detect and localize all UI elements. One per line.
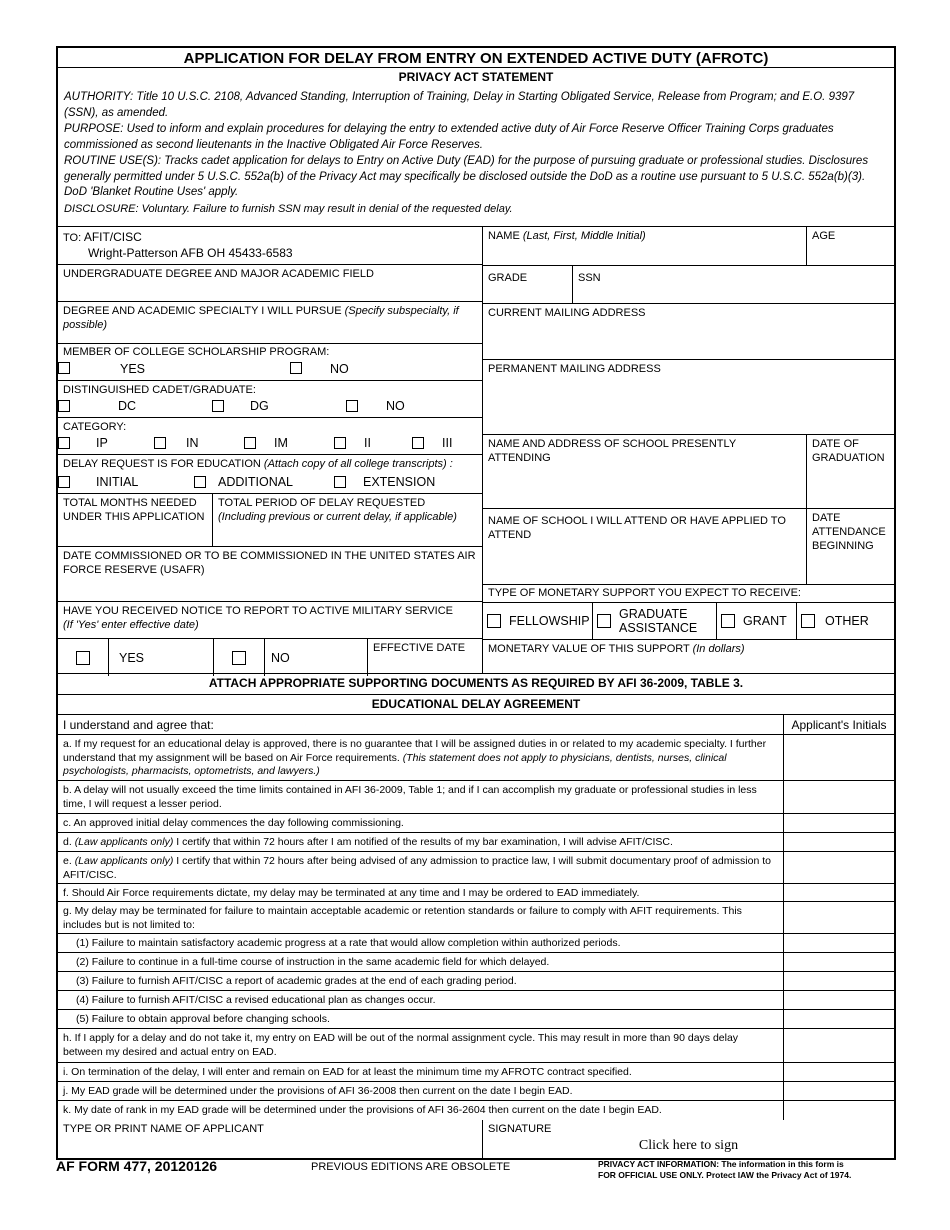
agreement-row-f — [58, 884, 894, 902]
agreement-intro: I understand and agree that: — [58, 715, 784, 734]
initials-g3[interactable] — [784, 972, 894, 990]
agreement-a-text — [58, 735, 784, 780]
to-line2: Wright-Patterson AFB OH 45433-6583 — [88, 245, 293, 260]
notice-yes-checkbox[interactable] — [76, 651, 90, 665]
date-attendance-field[interactable] — [807, 509, 894, 584]
notice-yes-box — [58, 639, 109, 676]
delay-education-hint: (Attach copy of all college transcripts) : — [263, 458, 453, 470]
monetary-type-label: TYPE OF MONETARY SUPPORT YOU EXPECT TO RECEIVE: — [483, 585, 894, 603]
privacy-text — [58, 86, 894, 221]
af-form-477 — [56, 46, 896, 1160]
degree-pursue-hint: (Specify subspecialty, if possible) — [63, 305, 459, 331]
category-in-label: IN — [186, 436, 199, 450]
initials-i[interactable] — [784, 1063, 894, 1081]
degree-pursue-field[interactable] — [58, 302, 482, 344]
monetary-type-options — [483, 603, 894, 640]
to-field[interactable] — [58, 227, 482, 265]
initials-h[interactable] — [784, 1029, 894, 1062]
category-iii-checkbox[interactable] — [412, 437, 424, 449]
initials-j[interactable] — [784, 1082, 894, 1100]
agreement-row-g3 — [58, 972, 894, 991]
school-attend-label: NAME OF SCHOOL I WILL ATTEND OR HAVE APPLIED TO ATTEND — [488, 515, 786, 541]
delay-education-label-row — [58, 455, 482, 474]
notice-options-row — [58, 639, 482, 676]
support-other-label: OTHER — [825, 614, 869, 628]
signature-field[interactable] — [483, 1120, 894, 1158]
category-im-label: IM — [274, 436, 288, 450]
agreement-g1: (1) Failure to maintain satisfactory academic progress at a rate that would allow completion within authorized periods. — [58, 934, 784, 952]
support-grant-label: GRANT — [743, 614, 787, 628]
undergrad-label: UNDERGRADUATE DEGREE AND MAJOR ACADEMIC FIELD — [63, 268, 374, 280]
privacy-section — [58, 68, 894, 227]
agreement-d-italic: (Law applicants only) — [74, 836, 174, 848]
date-commissioned-label: DATE COMMISSIONED OR TO BE COMMISSIONED IN THE UNITED STATES AIR FORCE RESERVE (USAFR) — [63, 550, 476, 576]
support-graduate-label: GRADUATE ASSISTANCE — [619, 606, 698, 635]
agreement-row-h — [58, 1029, 894, 1063]
agreement-row-i — [58, 1063, 894, 1082]
initials-f[interactable] — [784, 884, 894, 901]
distinguished-no-checkbox[interactable] — [346, 400, 358, 412]
notice-no-label: NO — [265, 639, 368, 676]
school-attend-row — [483, 509, 894, 585]
school-present-row — [483, 435, 894, 509]
agreement-g3: (3) Failure to furnish AFIT/CISC a report of academic grades at the end of each grading period. — [58, 972, 784, 990]
agreement-k: k. My date of rank in my EAD grade will be determined under the provisions of AFI 36-2604 then current on the date I begin EAD. — [58, 1101, 784, 1120]
notice-label: HAVE YOU RECEIVED NOTICE TO REPORT TO ACTIVE MILITARY SERVICE — [63, 605, 454, 617]
total-period-label: TOTAL PERIOD OF DELAY REQUESTED — [218, 497, 426, 509]
age-field[interactable] — [807, 227, 894, 265]
agreement-g2: (2) Failure to continue in a full-time course of instruction in the same academic field for which delayed. — [58, 953, 784, 971]
privacy-footer — [598, 1159, 851, 1182]
agreement-row-j — [58, 1082, 894, 1101]
monetary-value-label: MONETARY VALUE OF THIS SUPPORT — [488, 643, 690, 655]
agreement-row-g — [58, 902, 894, 934]
scholarship-label: MEMBER OF COLLEGE SCHOLARSHIP PROGRAM: — [63, 346, 330, 358]
form-title: APPLICATION FOR DELAY FROM ENTRY ON EXTENDED ACTIVE DUTY (AFROTC) — [183, 50, 769, 67]
initials-b[interactable] — [784, 781, 894, 813]
grade-field[interactable] — [483, 266, 573, 303]
category-ip-checkbox[interactable] — [58, 437, 70, 449]
privacy-routine-uses: ROUTINE USE(S): Tracks cadet application for delays to Entry on Active Duty (EAD) for the purpose of pursuing graduate or professional studies. Disclosures generally permitted under 5 U.S.C. 552a(b) of the Privacy Act may specifically be disclosed outside the DoD as a routine use pursuant to 5 U.S.C. 552a(b)(3). DoD 'Blanket Routine Uses' apply. — [64, 155, 869, 199]
delay-education-options — [58, 474, 482, 494]
distinguished-dg-checkbox[interactable] — [212, 400, 224, 412]
notice-yes-label: YES — [109, 639, 214, 676]
initials-c[interactable] — [784, 814, 894, 832]
initials-d[interactable] — [784, 833, 894, 851]
agreement-row-a — [58, 735, 894, 781]
age-label: AGE — [812, 230, 836, 242]
degree-pursue-label: DEGREE AND ACADEMIC SPECIALTY I WILL PURSUE — [63, 305, 342, 317]
applicant-name-field[interactable] — [58, 1120, 483, 1158]
scholarship-no-label: NO — [330, 362, 349, 376]
support-graduate-checkbox[interactable] — [597, 614, 611, 628]
initials-g1[interactable] — [784, 934, 894, 952]
notice-no-checkbox[interactable] — [232, 651, 246, 665]
grade-ssn-row — [483, 266, 894, 304]
agreement-g5: (5) Failure to obtain approval before changing schools. — [58, 1010, 784, 1028]
effective-date-field[interactable] — [368, 639, 482, 676]
to-line1: AFIT/CISC — [83, 230, 142, 244]
ssn-field[interactable] — [573, 266, 894, 303]
signature-row — [58, 1120, 894, 1158]
initials-a[interactable] — [784, 735, 894, 780]
date-graduation-field[interactable] — [807, 435, 894, 508]
obsolete-notice: PREVIOUS EDITIONS ARE OBSOLETE — [311, 1161, 511, 1173]
school-present-field[interactable] — [483, 435, 807, 508]
undergrad-field[interactable] — [58, 265, 482, 302]
agreement-heading-row — [58, 695, 894, 715]
current-address-field[interactable] — [483, 304, 894, 360]
name-field[interactable] — [483, 227, 807, 265]
to-label: TO: — [63, 232, 82, 244]
agreement-b: b. A delay will not usually exceed the time limits contained in AFI 36-2009, Table 1; and if I can accomplish my graduate or professional studies in less time, I will request a lesser period. — [58, 781, 784, 813]
ssn-label: SSN — [578, 272, 601, 284]
agreement-e-text — [58, 852, 784, 883]
category-options — [58, 435, 482, 455]
agreement-a-main: a. If my request for an educational delay is approved, there is no guarantee that I will be assigned duties in or related to my academic specialty. I further understand that my assignment will be based on Air Force requirements. — [63, 738, 767, 764]
delay-initial-label: INITIAL — [96, 475, 139, 489]
agreement-d-prefix: d. — [63, 836, 72, 848]
school-present-label: NAME AND ADDRESS OF SCHOOL PRESENTLY ATTENDING — [488, 438, 736, 464]
category-im-checkbox[interactable] — [244, 437, 256, 449]
delay-period-row — [58, 494, 482, 547]
total-months-label: TOTAL MONTHS NEEDED UNDER THIS APPLICATION — [63, 497, 205, 523]
distinguished-label: DISTINGUISHED CADET/GRADUATE: — [63, 384, 256, 396]
agreement-d-body: I certify that within 72 hours after I am notified of the results of my bar examination, I will advise AFIT/CISC. — [176, 836, 673, 848]
agreement-d-text — [58, 833, 784, 851]
distinguished-no-label: NO — [386, 399, 405, 413]
form-id: AF FORM 477, 20120126 — [56, 1158, 218, 1174]
initials-g[interactable] — [784, 902, 894, 933]
agreement-j: j. My EAD grade will be determined under the provisions of AFI 36-2008 then current on the date I begin EAD. — [58, 1082, 784, 1100]
school-attend-field[interactable] — [483, 509, 807, 584]
distinguished-dc-label: DC — [118, 399, 137, 413]
agreement-g: g. My delay may be terminated for failure to maintain acceptable academic or retention standards or failure to comply with AFIT requirements. This includes but is not limited to: — [58, 902, 784, 933]
name-age-row — [483, 227, 894, 266]
delay-additional-label: ADDITIONAL — [218, 475, 294, 489]
delay-extension-label: EXTENSION — [363, 475, 436, 489]
agreement-h: h. If I apply for a delay and do not take it, my entry on EAD will be out of the normal assignment cycle. This may result in more than 90 days delay between my desired and actual entry on EAD. — [58, 1029, 784, 1062]
distinguished-dc-checkbox[interactable] — [58, 400, 70, 412]
initials-e[interactable] — [784, 852, 894, 883]
left-column — [58, 227, 483, 673]
distinguished-dg-label: DG — [250, 399, 269, 413]
privacy-footer-line2: FOR OFFICIAL USE ONLY. Protect IAW the Privacy Act of 1974. — [598, 1170, 852, 1181]
category-iii-label: III — [442, 436, 453, 450]
agreement-a-italic: (This statement does not apply to physicians, dentists, nurses, clinical psychologists, pharmacists, optometrists, and lawyers.) — [63, 751, 727, 778]
agreement-row-k — [58, 1101, 894, 1120]
date-graduation-label: DATE OF GRADUATION — [812, 438, 885, 464]
form-footer — [56, 1158, 896, 1188]
privacy-footer-line1: PRIVACY ACT INFORMATION: The information in this form is — [598, 1159, 844, 1169]
initials-g5[interactable] — [784, 1010, 894, 1028]
scholarship-no-checkbox[interactable] — [290, 362, 302, 374]
agreement-g4: (4) Failure to furnish AFIT/CISC a revised educational plan as changes occur. — [58, 991, 784, 1009]
initials-k[interactable] — [784, 1101, 894, 1120]
category-label: CATEGORY: — [63, 421, 127, 433]
agreement-f: f. Should Air Force requirements dictate, my delay may be terminated at any time and I may be ordered to EAD immediately. — [58, 884, 784, 901]
agreement-row-c — [58, 814, 894, 833]
support-other-option — [797, 603, 894, 639]
privacy-authority: AUTHORITY: Title 10 U.S.C. 2108, Advanced Standing, Interruption of Training, Delay in Starting Obligated Service, Release from Program; and E.O. 9397 (SSN), as amended. — [64, 91, 855, 119]
total-months-field[interactable] — [58, 494, 213, 546]
monetary-value-field[interactable] — [483, 640, 894, 677]
initials-g4[interactable] — [784, 991, 894, 1009]
delay-initial-checkbox[interactable] — [58, 476, 70, 488]
main-block — [58, 227, 894, 674]
agreement-e-body: I certify that within 72 hours after being advised of any admission to practice law, I will submit documentary proof of admission to AFIT/CISC. — [63, 855, 771, 881]
grade-label: GRADE — [488, 272, 528, 284]
support-other-checkbox[interactable] — [801, 614, 815, 628]
permanent-address-label: PERMANENT MAILING ADDRESS — [488, 363, 661, 375]
category-ii-label: II — [364, 436, 371, 450]
agreement-e-prefix: e. — [63, 855, 72, 867]
delay-additional-checkbox[interactable] — [194, 476, 206, 488]
agreement-row-g4 — [58, 991, 894, 1010]
privacy-disclosure: DISCLOSURE: Voluntary. Failure to furnish SSN may result in denial of the requested delay. — [64, 202, 513, 215]
current-address-label: CURRENT MAILING ADDRESS — [488, 307, 646, 319]
initials-g2[interactable] — [784, 953, 894, 971]
agreement-row-d — [58, 833, 894, 852]
delay-education-label: DELAY REQUEST IS FOR EDUCATION — [63, 458, 261, 470]
category-ii-checkbox[interactable] — [334, 437, 346, 449]
right-column — [483, 227, 894, 673]
agreement-row-e — [58, 852, 894, 884]
agreement-heading: EDUCATIONAL DELAY AGREEMENT — [371, 697, 581, 711]
signature-label: SIGNATURE — [488, 1123, 552, 1135]
distinguished-options — [58, 398, 482, 418]
agreement-i: i. On termination of the delay, I will enter and remain on EAD for at least the minimum time my AFROTC contract specified. — [58, 1063, 784, 1081]
permanent-address-field[interactable] — [483, 360, 894, 435]
title-row — [58, 48, 894, 68]
click-to-sign[interactable]: Click here to sign — [638, 1138, 739, 1153]
total-period-field[interactable] — [213, 494, 482, 546]
attach-row — [58, 674, 894, 695]
notice-no-box — [214, 639, 265, 676]
monetary-value-hint: (In dollars) — [692, 643, 745, 655]
privacy-purpose: PURPOSE: Used to inform and explain procedures for delaying the entry to extended active duty of Air Force Reserve Officer Training Corps graduates commissioned as second lieutenants in the Inactive Obligated Air Force Reserves. — [64, 123, 834, 151]
support-fellowship-checkbox[interactable] — [487, 614, 501, 628]
agreement-row-g1 — [58, 934, 894, 953]
support-fellowship-label: FELLOWSHIP — [509, 614, 590, 628]
applicant-name-label: TYPE OR PRINT NAME OF APPLICANT — [63, 1123, 264, 1135]
category-ip-label: IP — [96, 436, 108, 450]
total-period-hint: (Including previous or current delay, if applicable) — [218, 510, 457, 523]
scholarship-yes-label: YES — [120, 362, 146, 376]
agreement-row-g2 — [58, 953, 894, 972]
support-grant-checkbox[interactable] — [721, 614, 735, 628]
support-fellowship-option — [483, 603, 593, 639]
initials-header: Applicant's Initials — [791, 718, 887, 732]
support-grant-option — [717, 603, 797, 639]
effective-date-label: EFFECTIVE DATE — [373, 642, 466, 654]
delay-extension-checkbox[interactable] — [334, 476, 346, 488]
agreement-row-b — [58, 781, 894, 814]
name-hint: (Last, First, Middle Initial) — [522, 230, 646, 242]
date-commissioned-field[interactable] — [58, 547, 482, 602]
notice-hint: (If 'Yes' enter effective date) — [63, 618, 199, 631]
scholarship-options — [58, 360, 482, 381]
agreement-e-italic: (Law applicants only) — [74, 855, 174, 867]
name-label: NAME — [488, 230, 520, 242]
notice-field — [58, 602, 482, 639]
support-graduate-option — [593, 603, 717, 639]
agreement-table — [58, 715, 894, 1120]
privacy-heading: PRIVACY ACT STATEMENT — [398, 70, 554, 84]
attach-notice: ATTACH APPROPRIATE SUPPORTING DOCUMENTS AS REQUIRED BY AFI 36-2009, TABLE 3. — [208, 676, 744, 690]
category-in-checkbox[interactable] — [154, 437, 166, 449]
scholarship-yes-checkbox[interactable] — [58, 362, 70, 374]
agreement-header-row — [58, 715, 894, 735]
date-attendance-label: DATE ATTENDANCE BEGINNING — [812, 512, 886, 552]
agreement-c: c. An approved initial delay commences the day following commissioning. — [58, 814, 784, 832]
agreement-row-g5 — [58, 1010, 894, 1029]
